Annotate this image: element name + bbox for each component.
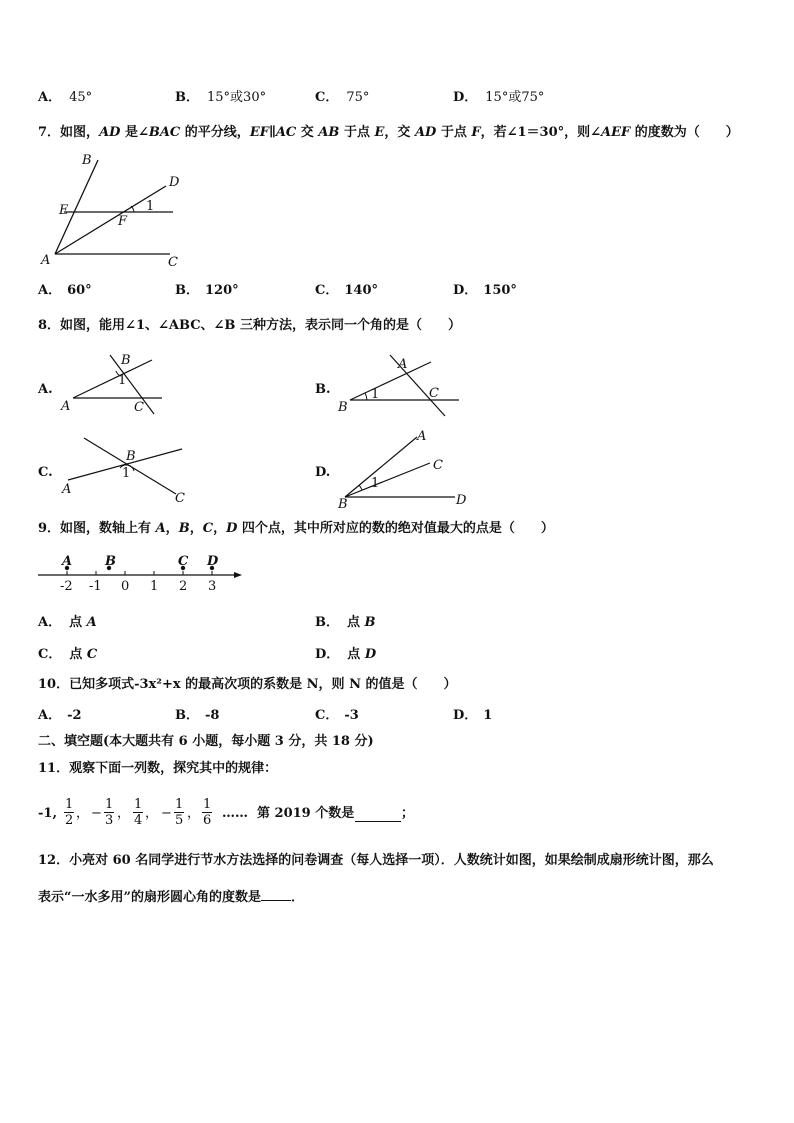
- q11-sign-4: −: [161, 806, 172, 821]
- q11-tail: 第 2019 个数是: [257, 806, 355, 821]
- q9-tick-m1: -1: [89, 579, 102, 594]
- q11-question: 11．观察下面一列数，探究其中的规律：: [38, 761, 278, 776]
- q9-tick-1: 1: [150, 579, 159, 594]
- q7-label-d: D: [169, 175, 180, 190]
- q7-option-c: C． 140°: [315, 283, 378, 298]
- q7-question: 7．如图，AD 是∠BAC 的平分线，EF∥AC 交 AB 于点 E，交 AD 于点 F，若∠1＝30°，则∠AEF 的度数为（ ）: [38, 125, 739, 140]
- q8d-label-c: C: [433, 458, 443, 473]
- q8-option-a-key: A.: [38, 382, 53, 397]
- q11-answer-blank[interactable]: [355, 821, 401, 822]
- q6-option-a: A． 45°: [38, 90, 93, 105]
- q7-label-c: C: [168, 255, 178, 270]
- q8d-label-b: B: [338, 497, 348, 512]
- q11-comma-1: ，: [76, 806, 90, 821]
- q11-fraction-2: $\frac{1}{3}$: [105, 797, 114, 828]
- q6-option-d: D． 15°或75°: [453, 90, 545, 105]
- q11-fraction-5: $\frac{1}{6}$: [203, 797, 212, 828]
- q8a-label-c: C: [134, 400, 144, 415]
- q9-label-b: B: [105, 554, 116, 569]
- section-2-heading: 二、填空题(本大题共有 6 小题，每小题 3 分，共 18 分): [38, 734, 374, 749]
- q12-line-2: 表示“一水多用”的扇形圆心角的度数是 ．: [38, 887, 304, 906]
- q9-question: 9．如图，数轴上有 A，B，C，D 四个点，其中所对应的数的绝对值最大的点是（ ）: [38, 521, 554, 536]
- q10-question: 10．已知多项式-3x²+x 的最高次项的系数是 N，则 N 的值是（ ）: [38, 677, 457, 692]
- q12-answer-blank[interactable]: [261, 887, 291, 901]
- q8c-label-b: B: [126, 449, 136, 464]
- q11-fraction-1: $\frac{1}{2}$: [65, 797, 74, 828]
- q8-figure-d: [335, 425, 475, 513]
- q8c-label-c: C: [175, 491, 185, 506]
- q11-first-term: -1,: [38, 806, 57, 821]
- q10-option-c: C． -3: [315, 708, 359, 723]
- q7-option-a: A． 60°: [38, 283, 92, 298]
- q8-figure-b: [335, 350, 465, 418]
- q9-option-a: A． 点 A: [38, 615, 97, 630]
- q8a-label-1: 1: [118, 373, 127, 388]
- q6-option-b: B． 15°或30°: [175, 90, 267, 105]
- q11-ellipsis: ……: [222, 806, 248, 821]
- q8b-label-a: A: [398, 357, 408, 372]
- q8c-label-a: A: [62, 482, 72, 497]
- q8a-label-a: A: [61, 399, 71, 414]
- q7-label-1: 1: [146, 199, 155, 214]
- q12-line-1: 12．小亮对 60 名同学进行节水方法选择的问卷调查（每人选择一项）．人数统计如图，如果绘制成扇形统计图，那么: [38, 853, 714, 868]
- q10-option-b: B． -8: [175, 708, 220, 723]
- q7-label-f: F: [118, 214, 128, 229]
- q7-figure: [38, 150, 198, 272]
- q9-tick-3: 3: [208, 579, 217, 594]
- q8-option-d-key: D.: [315, 465, 331, 480]
- q9-tick-m2: -2: [60, 579, 73, 594]
- q9-option-d: D． 点 D: [315, 647, 377, 662]
- q6-option-c: C． 75°: [315, 90, 370, 105]
- q9-label-d: D: [207, 554, 219, 569]
- q8-figure-c: [58, 432, 198, 507]
- q11-comma-3: ，: [145, 806, 159, 821]
- q11-comma-2: ，: [117, 806, 131, 821]
- q10-option-d: D． 1: [453, 708, 493, 723]
- q7-label-e: E: [59, 203, 69, 218]
- q8b-label-1: 1: [371, 387, 380, 402]
- q9-tick-2: 2: [179, 579, 188, 594]
- q7-label-b: B: [82, 153, 92, 168]
- q8a-label-b: B: [121, 353, 131, 368]
- q8c-label-1: 1: [122, 466, 131, 481]
- q9-option-b: B． 点 B: [315, 615, 376, 630]
- q7-label-a: A: [41, 253, 51, 268]
- q8d-label-a: A: [417, 429, 427, 444]
- q8-option-c-key: C.: [38, 465, 53, 480]
- q7-option-d: D． 150°: [453, 283, 517, 298]
- q9-label-a: A: [62, 554, 73, 569]
- q8d-label-d: D: [456, 493, 467, 508]
- q11-fraction-3: $\frac{1}{4}$: [134, 797, 143, 828]
- q8-option-b-key: B.: [315, 382, 331, 397]
- q11-comma-4: ，: [187, 806, 201, 821]
- q8d-label-1: 1: [371, 476, 380, 491]
- q11-end: ；: [401, 806, 415, 821]
- q9-number-line: [36, 550, 248, 595]
- q11-sign-2: −: [91, 806, 102, 821]
- q9-label-c: C: [178, 554, 189, 569]
- q8-question: 8．如图，能用∠1、∠ABC、∠B 三种方法，表示同一个角的是（ ）: [38, 318, 461, 333]
- q10-option-a: A． -2: [38, 708, 82, 723]
- q8-figure-a: [58, 350, 168, 418]
- q9-option-c: C． 点 C: [38, 647, 98, 662]
- q11-fraction-4: $\frac{1}{5}$: [175, 797, 184, 828]
- q7-option-b: B． 120°: [175, 283, 239, 298]
- q8b-label-b: B: [338, 400, 348, 415]
- q8b-label-c: C: [429, 386, 439, 401]
- q9-tick-0: 0: [121, 579, 130, 594]
